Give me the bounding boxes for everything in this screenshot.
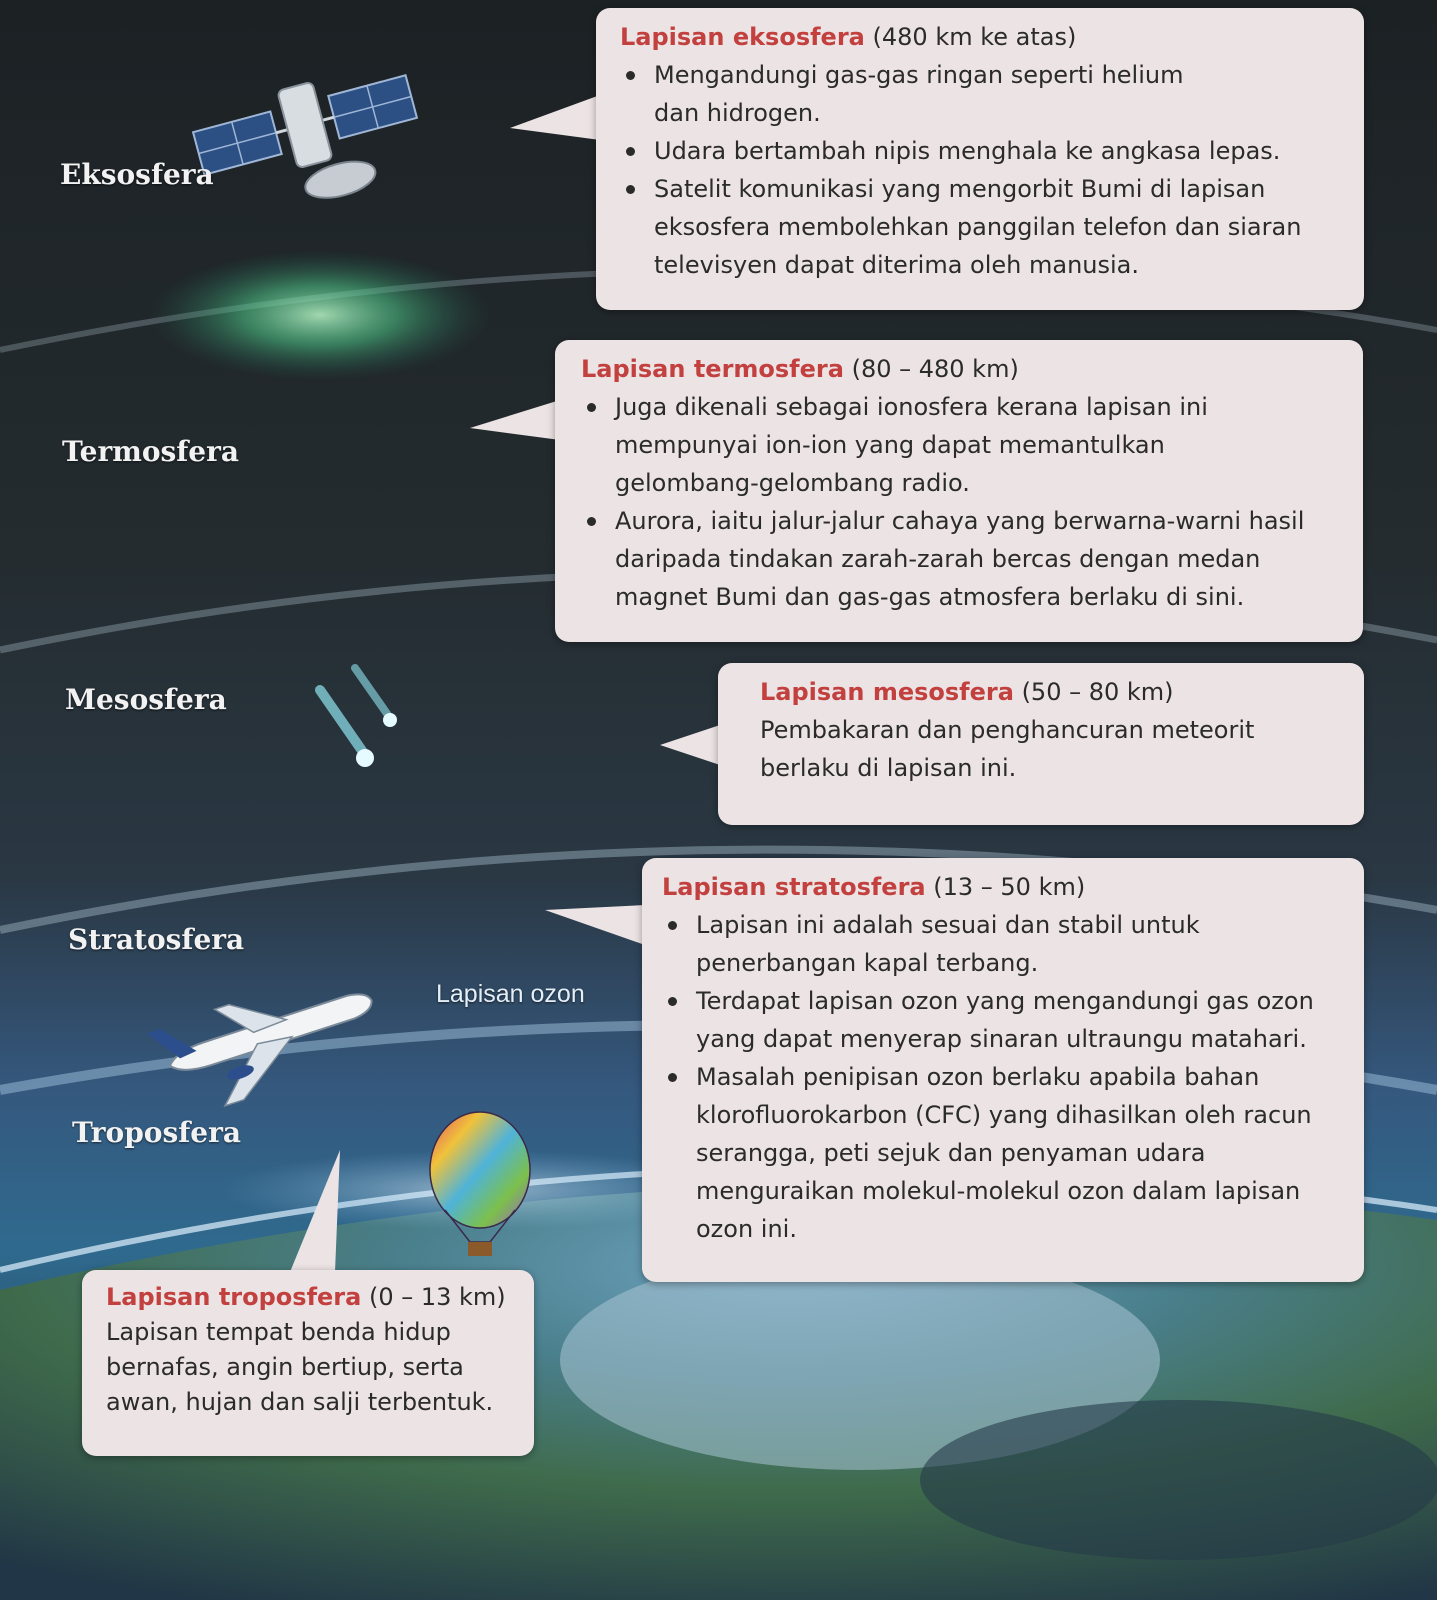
stratosphere-card-range: (13 – 50 km)	[933, 873, 1086, 901]
thermosphere-card	[555, 340, 1363, 642]
troposphere-card-name: Lapisan troposfera	[106, 1283, 362, 1311]
thermosphere-card-name: Lapisan termosfera	[581, 355, 844, 383]
thermosphere-card-range: (80 – 480 km)	[851, 355, 1019, 383]
exosphere-point-2: Udara bertambah nipis menghala ke angkasa lepas.	[654, 132, 1338, 170]
exosphere-card-points	[620, 56, 1338, 284]
mesosphere-card	[718, 663, 1364, 825]
thermosphere-card-points	[581, 388, 1337, 616]
ozone-layer-label: Lapisan ozon	[436, 980, 585, 1008]
troposphere-card-title	[106, 1280, 514, 1315]
exosphere-card-title	[620, 18, 1338, 56]
layer-label-thermosphere: Termosfera	[62, 435, 240, 468]
mesosphere-card-title	[760, 673, 1340, 711]
layer-label-stratosphere: Stratosfera	[68, 923, 245, 956]
mesosphere-card-range: (50 – 80 km)	[1021, 678, 1174, 706]
thermosphere-card-title	[581, 350, 1337, 388]
stratosphere-card	[642, 858, 1364, 1282]
stratosphere-point-3: Masalah penipisan ozon berlaku apabila bahan klorofluorokarbon (CFC) yang dihasilkan oleh racun serangga, peti sejuk dan penyaman udara menguraikan molekul-molekul ozon dalam lapisan ozon ini.	[696, 1058, 1342, 1248]
stratosphere-card-name: Lapisan stratosfera	[662, 873, 926, 901]
thermosphere-point-1: Juga dikenali sebagai ionosfera kerana lapisan ini mempunyai ion-ion yang dapat memantulkan gelombang-gelombang radio.	[615, 388, 1235, 502]
exosphere-card-name: Lapisan eksosfera	[620, 23, 865, 51]
troposphere-card-text: Lapisan tempat benda hidup bernafas, angin bertiup, serta awan, hujan dan salji terbentuk.	[106, 1318, 494, 1416]
exosphere-card	[596, 8, 1364, 310]
stratosphere-card-title	[662, 868, 1342, 906]
layer-label-exosphere: Eksosfera	[60, 158, 214, 191]
aurora-glow	[150, 250, 490, 380]
troposphere-card	[82, 1270, 534, 1456]
stratosphere-card-points	[662, 906, 1342, 1248]
stratosphere-point-2: Terdapat lapisan ozon yang mengandungi gas ozon yang dapat menyerap sinaran ultraungu matahari.	[696, 982, 1342, 1058]
exosphere-card-range: (480 km ke atas)	[872, 23, 1077, 51]
exosphere-point-3: Satelit komunikasi yang mengorbit Bumi di lapisan eksosfera membolehkan panggilan telefon dan siaran televisyen dapat diterima oleh manusia.	[654, 170, 1338, 284]
thermosphere-point-2: Aurora, iaitu jalur-jalur cahaya yang berwarna-warni hasil daripada tindakan zarah-zarah bercas dengan medan magnet Bumi dan gas-gas atmosfera berlaku di sini.	[615, 502, 1337, 616]
troposphere-card-range: (0 – 13 km)	[368, 1283, 506, 1311]
layer-label-troposphere: Troposfera	[72, 1116, 241, 1149]
mesosphere-card-text: Pembakaran dan penghancuran meteorit berlaku di lapisan ini.	[760, 716, 1255, 782]
mesosphere-card-name: Lapisan mesosfera	[760, 678, 1014, 706]
exosphere-point-1: Mengandungi gas-gas ringan seperti helium dan hidrogen.	[654, 56, 1234, 132]
layer-label-mesosphere: Mesosfera	[65, 683, 227, 716]
stratosphere-point-1: Lapisan ini adalah sesuai dan stabil untuk penerbangan kapal terbang.	[696, 906, 1342, 982]
